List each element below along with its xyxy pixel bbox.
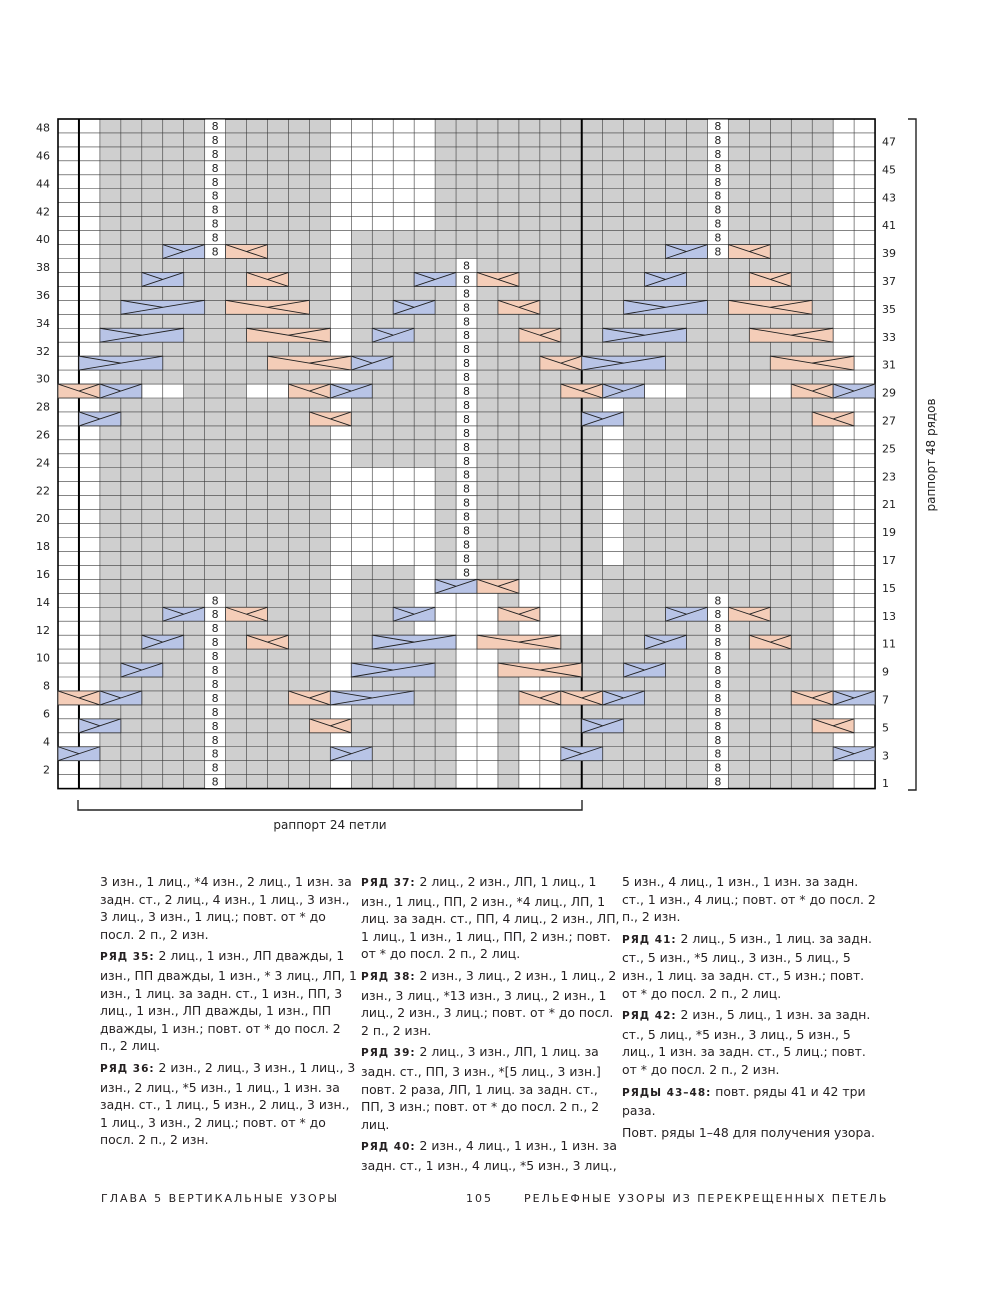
twisted-stitch-symbol: 8 <box>211 705 219 719</box>
instruction-paragraph <box>622 873 882 926</box>
row-number-left: 48 <box>36 121 50 135</box>
row-number-left: 38 <box>36 261 50 275</box>
instruction-paragraph <box>622 1083 882 1120</box>
instruction-paragraph <box>361 873 621 963</box>
instruction-paragraph <box>361 1043 621 1133</box>
row-number-left: 44 <box>36 177 50 191</box>
rows-repeat-label: раппорт 48 рядов <box>924 398 938 512</box>
row-number-right: 13 <box>882 609 896 623</box>
row-number-right: 43 <box>882 191 896 205</box>
row-number-right: 23 <box>882 470 896 484</box>
grey-band <box>561 635 624 788</box>
twisted-stitch-symbol: 8 <box>463 259 471 273</box>
row-number-right: 39 <box>882 247 896 261</box>
twisted-stitch-symbol: 8 <box>463 566 471 580</box>
twisted-stitch-symbol: 8 <box>463 343 471 357</box>
row-number-right: 27 <box>882 414 896 428</box>
twisted-stitch-symbol: 8 <box>463 273 471 287</box>
twisted-stitch-symbol: 8 <box>463 301 471 315</box>
twisted-stitch-symbol: 8 <box>463 385 471 398</box>
twisted-stitch-symbol: 8 <box>211 175 219 189</box>
twisted-stitch-symbol: 8 <box>211 217 219 231</box>
twisted-stitch-symbol: 8 <box>463 329 471 343</box>
row-number-right: 21 <box>882 498 896 512</box>
twisted-stitch-symbol: 8 <box>714 608 722 622</box>
row-number-left: 6 <box>43 707 50 721</box>
instruction-paragraph <box>622 1124 882 1142</box>
row-label: РЯД 37: <box>361 877 416 889</box>
twisted-stitch-symbol: 8 <box>463 510 471 524</box>
twisted-stitch-symbol: 8 <box>211 775 219 789</box>
row-number-right: 45 <box>882 163 896 177</box>
stitches-repeat-label: раппорт 24 петли <box>273 818 387 832</box>
row-label: РЯД 39: <box>361 1047 416 1060</box>
row-label: РЯД 38: <box>361 970 416 983</box>
twisted-stitch-symbol: 8 <box>714 733 722 747</box>
row-number-right: 25 <box>882 442 896 456</box>
twisted-stitch-symbol: 8 <box>211 189 219 203</box>
row-number-right: 17 <box>882 554 896 568</box>
row-number-left: 28 <box>36 400 50 414</box>
instruction-text: 2 лиц., 3 изн., ЛП, 1 лиц. за задн. ст., ПП, 3 изн., *[5 лиц., 3 изн.] повт. 2 раза, ЛП, 1 лиц. за задн. ст., ПП, 3 изн.; повт. от * до посл. 2 п., 2 лиц. <box>361 1044 601 1132</box>
row-label: РЯД 41: <box>622 933 677 946</box>
instruction-paragraph <box>361 967 621 1039</box>
twisted-stitch-symbol: 8 <box>714 664 722 677</box>
twisted-stitch-symbol: 8 <box>714 691 722 705</box>
row-number-left: 22 <box>36 484 50 498</box>
row-number-left: 20 <box>36 512 50 526</box>
twisted-stitch-symbol: 8 <box>211 147 219 161</box>
twisted-stitch-symbol: 8 <box>211 119 219 133</box>
row-number-right: 31 <box>882 358 896 372</box>
twisted-stitch-symbol: 8 <box>714 245 722 259</box>
twisted-stitch-symbol: 8 <box>714 133 722 147</box>
twisted-stitch-symbol: 8 <box>211 650 219 664</box>
twisted-stitch-symbol: 8 <box>463 371 471 385</box>
instruction-paragraph <box>622 930 882 1002</box>
twisted-stitch-symbol: 8 <box>714 622 722 636</box>
twisted-stitch-symbol: 8 <box>714 719 722 733</box>
row-number-left: 34 <box>36 316 50 330</box>
row-number-left: 18 <box>36 540 50 554</box>
twisted-stitch-symbol: 8 <box>714 747 722 761</box>
twisted-stitch-symbol: 8 <box>463 412 471 426</box>
row-number-left: 2 <box>43 763 50 777</box>
row-number-left: 40 <box>36 233 50 247</box>
twisted-stitch-symbol: 8 <box>211 747 219 761</box>
twisted-stitch-symbol: 8 <box>463 538 471 552</box>
row-number-left: 10 <box>36 651 50 665</box>
row-number-left: 4 <box>43 735 50 749</box>
twisted-stitch-symbol: 8 <box>714 705 722 719</box>
twisted-stitch-symbol: 8 <box>463 357 471 371</box>
instruction-text: 2 изн., 4 лиц., 1 изн., 1 изн. за задн. ст., 1 изн., 4 лиц., *5 изн., 3 лиц., <box>361 1138 617 1173</box>
instruction-text: 2 изн., 5 лиц., 1 изн. за задн. ст., 5 лиц., *5 изн., 3 лиц., 5 изн., 5 лиц., 1 изн. за задн. ст., 5 лиц.; повт. от * до посл. 2 п., 2 изн. <box>622 1007 871 1077</box>
row-label: РЯД 40: <box>361 1141 416 1154</box>
twisted-stitch-symbol: 8 <box>714 119 722 133</box>
row-number-right: 35 <box>882 302 896 316</box>
instruction-text: 2 лиц., 2 изн., ЛП, 1 лиц., 1 изн., 1 лиц., ПП, 2 изн., *4 лиц., ЛП, 1 лиц. за задн. ст., ПП, 4 лиц., 2 изн., ЛП, 1 лиц., 1 изн., 1 лиц., ПП, 2 изн.; повт. от * до посл. 2 п., 2 лиц. <box>361 874 620 962</box>
row-label: РЯДЫ 43–48: <box>622 1086 712 1099</box>
twisted-stitch-symbol: 8 <box>211 203 219 217</box>
twisted-stitch-symbol: 8 <box>211 761 219 775</box>
row-number-right: 7 <box>882 693 889 707</box>
twisted-stitch-symbol: 8 <box>714 231 722 245</box>
twisted-stitch-symbol: 8 <box>211 733 219 747</box>
row-number-left: 8 <box>43 679 50 693</box>
twisted-stitch-symbol: 8 <box>714 147 722 161</box>
twisted-stitch-symbol: 8 <box>211 608 219 622</box>
instruction-paragraph <box>100 873 360 943</box>
twisted-stitch-symbol: 8 <box>211 161 219 175</box>
twisted-stitch-symbol: 8 <box>714 189 722 203</box>
row-number-right: 3 <box>882 749 889 763</box>
twisted-stitch-symbol: 8 <box>714 650 722 664</box>
rows-repeat-bracket <box>908 119 916 790</box>
row-number-left: 32 <box>36 344 50 358</box>
twisted-stitch-symbol: 8 <box>463 440 471 454</box>
twisted-stitch-symbol: 8 <box>211 622 219 636</box>
footer-section: РЕЛЬЕФНЫЕ УЗОРЫ ИЗ ПЕРЕКРЕЩЕННЫХ ПЕТЕЛЬ <box>524 1192 889 1205</box>
twisted-stitch-symbol: 8 <box>714 775 722 789</box>
instruction-text: 2 лиц., 1 изн., ЛП дважды, 1 изн., ПП дважды, 1 изн., * 3 лиц., ЛП, 1 изн., 1 лиц. за задн. ст., 1 изн., ПП, 3 лиц., 1 изн., ЛП дважды, 1 изн., ПП дважды, 1 изн.; повт. от * до посл. 2 п., 2 лиц. <box>100 948 357 1054</box>
row-label: РЯД 35: <box>100 951 155 964</box>
twisted-stitch-symbol: 8 <box>211 677 219 691</box>
twisted-stitch-symbol: 8 <box>714 594 722 608</box>
instruction-text: 3 изн., 1 лиц., *4 изн., 2 лиц., 1 изн. за задн. ст., 2 лиц., 4 изн., 1 лиц., 3 изн., 3 лиц., 3 изн., 1 лиц.; повт. от * до посл. 2 п., 2 изн. <box>100 874 352 942</box>
instruction-paragraph <box>100 947 360 1055</box>
row-number-right: 15 <box>882 581 896 595</box>
row-number-right: 33 <box>882 330 896 344</box>
row-number-right: 19 <box>882 526 896 540</box>
row-number-left: 36 <box>36 288 50 302</box>
twisted-stitch-symbol: 8 <box>463 398 471 412</box>
twisted-stitch-symbol: 8 <box>463 315 471 329</box>
row-number-left: 42 <box>36 205 50 219</box>
row-label: РЯД 42: <box>622 1010 677 1023</box>
grey-band <box>393 635 456 788</box>
twisted-stitch-symbol: 8 <box>714 677 722 691</box>
row-number-left: 14 <box>36 595 50 609</box>
twisted-stitch-symbol: 8 <box>714 161 722 175</box>
row-number-right: 1 <box>882 777 889 791</box>
row-number-right: 41 <box>882 219 896 233</box>
twisted-stitch-symbol: 8 <box>211 636 219 650</box>
twisted-stitch-symbol: 8 <box>463 426 471 440</box>
instruction-text: 2 изн., 3 лиц., 2 изн., 1 лиц., 2 изн., 3 лиц., *13 изн., 3 лиц., 2 изн., 1 лиц., 2 изн., 3 лиц.; повт. от * до посл. 2 п., 2 изн. <box>361 967 617 1038</box>
twisted-stitch-symbol: 8 <box>211 719 219 733</box>
twisted-stitch-symbol: 8 <box>463 468 471 482</box>
instruction-text: Повт. ряды 1–48 для получения узора. <box>622 1124 875 1140</box>
twisted-stitch-symbol: 8 <box>714 636 722 650</box>
instruction-paragraph <box>622 1006 882 1078</box>
twisted-stitch-symbol: 8 <box>463 454 471 468</box>
twisted-stitch-symbol: 8 <box>714 761 722 775</box>
twisted-stitch-symbol: 8 <box>714 203 722 217</box>
row-number-left: 16 <box>36 567 50 581</box>
twisted-stitch-symbol: 8 <box>463 524 471 538</box>
row-number-right: 29 <box>882 386 896 400</box>
instruction-text: повт. ряды 41 и 42 три раза. <box>622 1083 866 1119</box>
instruction-paragraph <box>100 1059 360 1149</box>
twisted-stitch-symbol: 8 <box>211 133 219 147</box>
footer-chapter: ГЛАВА 5 ВЕРТИКАЛЬНЫЕ УЗОРЫ <box>101 1192 339 1205</box>
row-number-right: 9 <box>882 665 889 679</box>
instructions-column-1 <box>100 873 360 1153</box>
twisted-stitch-symbol: 8 <box>211 691 219 705</box>
twisted-stitch-symbol: 8 <box>211 231 219 245</box>
page-number: 105 <box>466 1192 493 1205</box>
row-number-left: 46 <box>36 149 50 163</box>
instruction-text: 5 изн., 4 лиц., 1 изн., 1 изн. за задн. ст., 1 изн., 4 лиц.; повт. от * до посл. 2 п., 2 изн. <box>622 874 876 925</box>
instruction-text: 2 изн., 2 лиц., 3 изн., 1 лиц., 3 изн., 2 лиц., *5 изн., 1 лиц., 1 изн. за задн. ст., 1 лиц., 5 изн., 2 лиц., 3 изн., 1 лиц., 3 изн., 2 лиц.; повт. от * до посл. 2 п., 2 изн. <box>100 1059 356 1148</box>
instructions-column-3 <box>622 873 882 1145</box>
twisted-stitch-symbol: 8 <box>714 175 722 189</box>
instruction-text: 2 лиц., 5 изн., 1 лиц. за задн. ст., 5 изн., *5 лиц., 3 изн., 5 лиц., 5 изн., 1 лиц. за задн. ст., 5 изн.; повт. от * до посл. 2 п., 2 лиц. <box>622 930 872 1001</box>
row-number-left: 24 <box>36 456 50 470</box>
twisted-stitch-symbol: 8 <box>463 496 471 510</box>
twisted-stitch-symbol: 8 <box>463 482 471 496</box>
twisted-stitch-symbol: 8 <box>211 245 219 259</box>
row-number-left: 26 <box>36 428 50 442</box>
row-number-right: 37 <box>882 275 896 289</box>
twisted-stitch-symbol: 8 <box>211 594 219 608</box>
row-label: РЯД 36: <box>100 1062 155 1075</box>
row-number-right: 11 <box>882 637 896 651</box>
row-number-left: 30 <box>36 372 50 386</box>
row-number-left: 12 <box>36 623 50 637</box>
instruction-paragraph <box>361 1137 621 1174</box>
twisted-stitch-symbol: 8 <box>463 287 471 301</box>
row-number-right: 5 <box>882 721 889 735</box>
row-number-right: 47 <box>882 135 896 149</box>
stitches-repeat-bracket <box>78 800 582 810</box>
twisted-stitch-symbol: 8 <box>714 217 722 231</box>
twisted-stitch-symbol: 8 <box>463 552 471 566</box>
twisted-stitch-symbol: 8 <box>211 664 219 677</box>
instructions-column-2 <box>361 873 621 1179</box>
